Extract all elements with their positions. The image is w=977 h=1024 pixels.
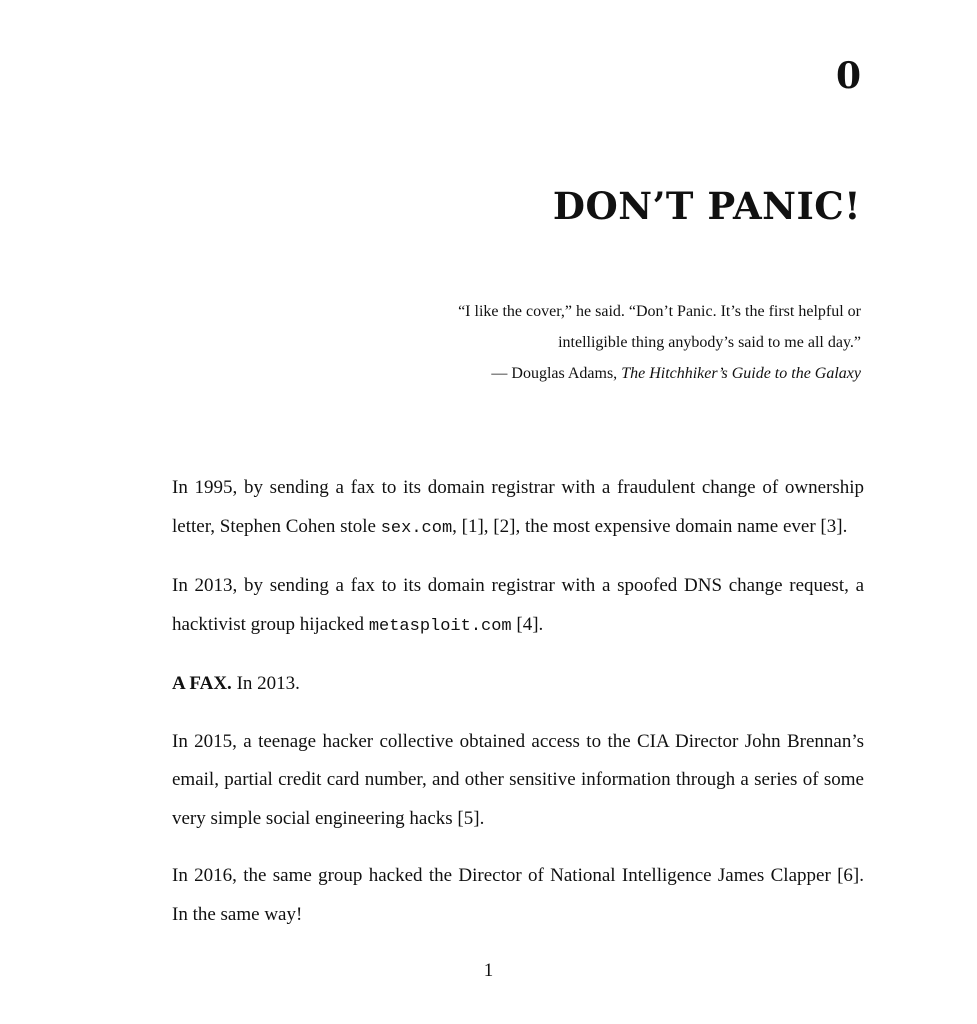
chapter-title: DON’T PANIC! xyxy=(552,184,861,228)
chapter-number: 0 xyxy=(835,55,861,97)
code-metasploit-com: metasploit.com xyxy=(368,616,512,636)
code-sex-com: sex.com xyxy=(380,518,453,538)
epigraph-author: — Douglas Adams, xyxy=(491,365,618,382)
epigraph-book-title: The Hitchhiker’s Guide to the Galaxy xyxy=(621,365,861,382)
paragraph-2 xyxy=(172,567,864,646)
epigraph-quote: “I like the cover,” he said. “Don’t Panic. It’s the first helpful or intelligible thing anybody’s said to me all day.” xyxy=(458,303,861,351)
paragraph-1-text-a: In 1995, by sending a fax to its domain registrar with a fraudulent change of ownership letter, Stephen Cohen stole xyxy=(172,477,864,537)
epigraph xyxy=(391,296,861,389)
paragraph-1-text-b: , [1], [2], the most expensive domain name ever [3]. xyxy=(452,515,848,537)
body-text xyxy=(172,469,864,953)
paragraph-4: In 2015, a teenage hacker collective obtained access to the CIA Director John Brennan’s email, partial credit card number, and other sensitive information through a series of some very simple social engineering hacks [5]. xyxy=(172,730,864,829)
paragraph-3-emphasis: A FAX. xyxy=(172,673,232,694)
epigraph-attribution xyxy=(391,358,861,389)
paragraph-3 xyxy=(172,665,864,704)
paragraph-2-text-a: In 2013, by sending a fax to its domain registrar with a spoofed DNS change request, a hacktivist group hijacked xyxy=(172,575,864,635)
page-number: 1 xyxy=(483,960,494,981)
paragraph-3-text: In 2013. xyxy=(231,673,300,694)
paragraph-2-text-b: [4]. xyxy=(511,613,544,635)
paragraph-5: In 2016, the same group hacked the Director of National Intelligence James Clapper [6]. In the same way! xyxy=(172,865,864,925)
paragraph-1 xyxy=(172,469,864,548)
